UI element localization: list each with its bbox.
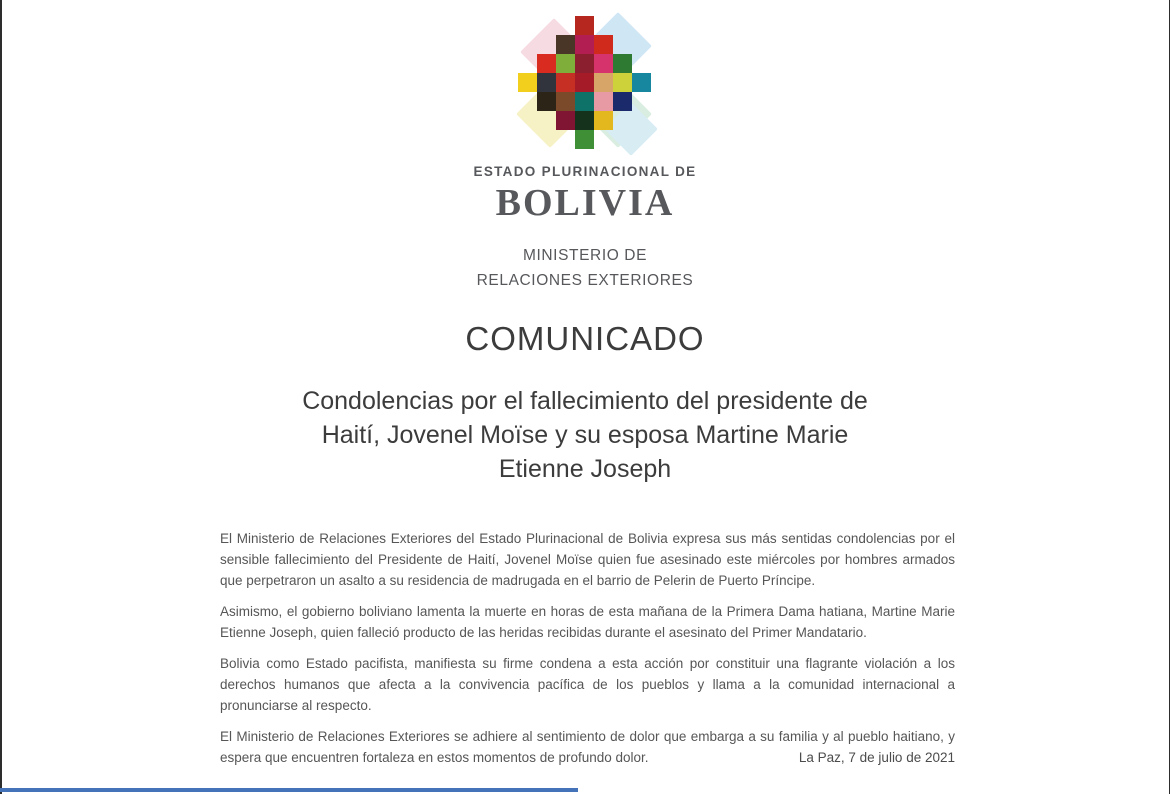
logo-textile-tile: [556, 54, 575, 73]
logo-textile-tile: [613, 73, 632, 92]
logo-textile-tile: [594, 35, 613, 54]
logo-textile-tile: [518, 73, 537, 92]
logo-textile-tile: [575, 130, 594, 149]
logo-textile-tile: [537, 54, 556, 73]
subtitle-line-3: Etienne Joseph: [498, 455, 672, 483]
logo-textile-tile: [556, 73, 575, 92]
body-paragraph: Asimismo, el gobierno boliviano lamenta la muerte en horas de esta mañana de la Primera Dama hatiana, Martine Marie Etienne Joseph, quien falleció producto de las heridas recibidas durante el asesinato del Primer Mandatario.: [220, 604, 955, 640]
logo-textile-tile: [556, 111, 575, 130]
dateline: La Paz, 7 de julio de 2021: [798, 750, 955, 765]
ministry-line-1: MINISTERIO DE: [522, 247, 648, 264]
letterhead-estado: ESTADO PLURINACIONAL DE: [473, 164, 697, 179]
ministry-line-2: RELACIONES EXTERIORES: [476, 272, 694, 289]
logo-textile-tile: [575, 73, 594, 92]
logo-textile-tile: [594, 111, 613, 130]
subtitle-line-1: Condolencias por el fallecimiento del presidente de: [302, 387, 868, 415]
letterhead-ministry: [0, 243, 1170, 293]
chakana-logo: [518, 16, 651, 152]
communique-body: [220, 528, 955, 778]
body-paragraph: Bolivia como Estado pacifista, manifiesta su firme condena a esta acción por constituir una flagrante violación a los derechos humanos que afecta a la convivencia pacífica de los pueblos y llama a la comunidad internacional a pronunciarse al respecto.: [220, 656, 955, 713]
logo-textile-tile: [556, 92, 575, 111]
letterhead-country-name: BOLIVIA: [495, 182, 675, 224]
logo-textile-tile: [575, 54, 594, 73]
body-paragraph: El Ministerio de Relaciones Exteriores del Estado Plurinacional de Bolivia expresa sus más sentidas condolencias por el sensible fallecimiento del Presidente de Haití, Jovenel Moïse quien fue asesinado este miércoles por hombres armados que perpetraron un asalto a su residencia de madrugada en el barrio de Pelerin de Puerto Príncipe.: [220, 531, 955, 588]
body-paragraph: El Ministerio de Relaciones Exteriores se adhiere al sentimiento de dolor que embarga a su familia y al pueblo haitiano, y espera que encuentren fortaleza en estos momentos de profundo dolor.: [220, 729, 955, 765]
logo-textile-tile: [613, 92, 632, 111]
communique-subtitle: [0, 384, 1170, 486]
logo-textile-tile: [613, 54, 632, 73]
logo-textile-tile: [575, 16, 594, 35]
logo-textile-tile: [537, 92, 556, 111]
logo-textile-tile: [594, 54, 613, 73]
subtitle-line-2: Haití, Jovenel Moïse y su esposa Martine Marie: [321, 421, 849, 449]
logo-textile-tile: [575, 111, 594, 130]
logo-textile-tile: [632, 73, 651, 92]
communique-title: COMUNICADO: [465, 320, 705, 357]
logo-textile-tile: [594, 92, 613, 111]
logo-textile-tile: [537, 73, 556, 92]
logo-textile-tile: [575, 92, 594, 111]
logo-textile-tile: [575, 35, 594, 54]
logo-textile-tile: [594, 73, 613, 92]
logo-textile-tile: [556, 35, 575, 54]
footer-accent-line: [0, 788, 578, 792]
